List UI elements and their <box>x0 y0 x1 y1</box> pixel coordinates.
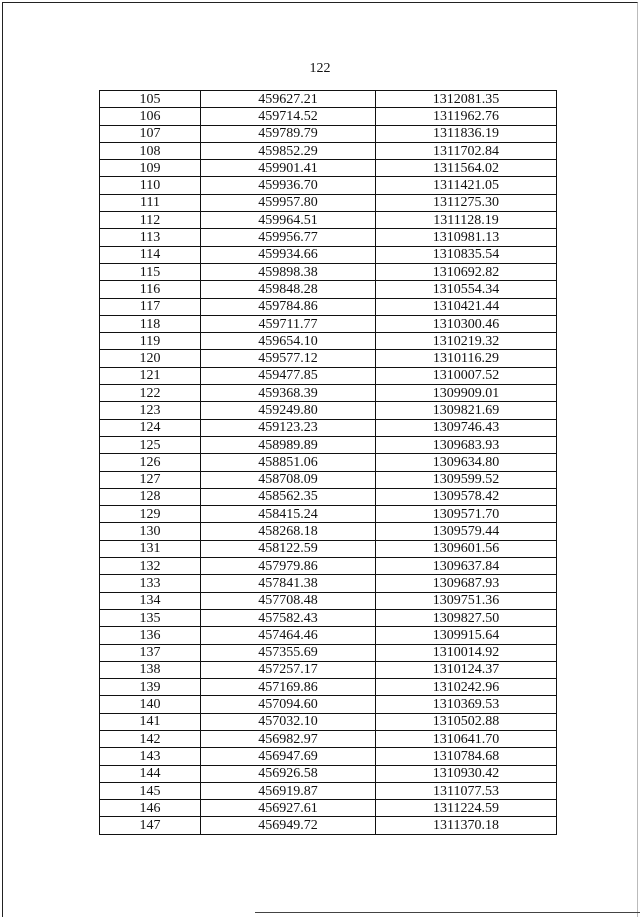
point-number-cell: 117 <box>100 298 201 315</box>
x-coordinate-cell: 457708.48 <box>201 592 376 609</box>
y-coordinate-cell: 1310554.34 <box>376 281 557 298</box>
page-bottom-rule <box>255 912 640 913</box>
table-row <box>100 315 557 332</box>
y-coordinate-cell: 1309909.01 <box>376 385 557 402</box>
x-coordinate-cell: 459956.77 <box>201 229 376 246</box>
point-number-cell: 129 <box>100 506 201 523</box>
x-coordinate-cell: 459784.86 <box>201 298 376 315</box>
x-coordinate-cell: 456927.61 <box>201 800 376 817</box>
x-coordinate-cell: 459249.80 <box>201 402 376 419</box>
coordinates-table-body <box>100 91 557 835</box>
y-coordinate-cell: 1309915.64 <box>376 627 557 644</box>
x-coordinate-cell: 458851.06 <box>201 454 376 471</box>
y-coordinate-cell: 1311564.02 <box>376 160 557 177</box>
x-coordinate-cell: 456926.58 <box>201 765 376 782</box>
x-coordinate-cell: 458989.89 <box>201 436 376 453</box>
y-coordinate-cell: 1309571.70 <box>376 506 557 523</box>
point-number-cell: 141 <box>100 713 201 730</box>
table-row <box>100 263 557 280</box>
y-coordinate-cell: 1310930.42 <box>376 765 557 782</box>
x-coordinate-cell: 457841.38 <box>201 575 376 592</box>
table-row <box>100 91 557 108</box>
table-row <box>100 436 557 453</box>
table-row <box>100 212 557 229</box>
x-coordinate-cell: 457464.46 <box>201 627 376 644</box>
point-number-cell: 142 <box>100 730 201 747</box>
point-number-cell: 131 <box>100 540 201 557</box>
x-coordinate-cell: 459901.41 <box>201 160 376 177</box>
x-coordinate-cell: 456982.97 <box>201 730 376 747</box>
y-coordinate-cell: 1310784.68 <box>376 748 557 765</box>
table-row <box>100 488 557 505</box>
table-row <box>100 765 557 782</box>
point-number-cell: 123 <box>100 402 201 419</box>
x-coordinate-cell: 458268.18 <box>201 523 376 540</box>
y-coordinate-cell: 1311836.19 <box>376 125 557 142</box>
point-number-cell: 119 <box>100 333 201 350</box>
table-row <box>100 229 557 246</box>
point-number-cell: 135 <box>100 609 201 626</box>
y-coordinate-cell: 1310116.29 <box>376 350 557 367</box>
point-number-cell: 130 <box>100 523 201 540</box>
point-number-cell: 110 <box>100 177 201 194</box>
point-number-cell: 114 <box>100 246 201 263</box>
table-row <box>100 125 557 142</box>
x-coordinate-cell: 456947.69 <box>201 748 376 765</box>
table-row <box>100 730 557 747</box>
y-coordinate-cell: 1309601.56 <box>376 540 557 557</box>
x-coordinate-cell: 459123.23 <box>201 419 376 436</box>
table-row <box>100 108 557 125</box>
table-row <box>100 817 557 834</box>
table-row <box>100 419 557 436</box>
x-coordinate-cell: 457355.69 <box>201 644 376 661</box>
table-row <box>100 540 557 557</box>
y-coordinate-cell: 1311702.84 <box>376 142 557 159</box>
table-row <box>100 281 557 298</box>
y-coordinate-cell: 1310219.32 <box>376 333 557 350</box>
y-coordinate-cell: 1309579.44 <box>376 523 557 540</box>
table-row <box>100 160 557 177</box>
y-coordinate-cell: 1310502.88 <box>376 713 557 730</box>
table-row <box>100 627 557 644</box>
y-coordinate-cell: 1310124.37 <box>376 661 557 678</box>
y-coordinate-cell: 1309634.80 <box>376 454 557 471</box>
table-row <box>100 367 557 384</box>
point-number-cell: 106 <box>100 108 201 125</box>
y-coordinate-cell: 1309687.93 <box>376 575 557 592</box>
coordinates-table <box>99 90 557 835</box>
x-coordinate-cell: 459936.70 <box>201 177 376 194</box>
x-coordinate-cell: 459934.66 <box>201 246 376 263</box>
table-row <box>100 194 557 211</box>
x-coordinate-cell: 459477.85 <box>201 367 376 384</box>
x-coordinate-cell: 459368.39 <box>201 385 376 402</box>
table-row <box>100 800 557 817</box>
x-coordinate-cell: 459577.12 <box>201 350 376 367</box>
point-number-cell: 118 <box>100 315 201 332</box>
y-coordinate-cell: 1310014.92 <box>376 644 557 661</box>
y-coordinate-cell: 1311077.53 <box>376 782 557 799</box>
x-coordinate-cell: 459789.79 <box>201 125 376 142</box>
y-coordinate-cell: 1309827.50 <box>376 609 557 626</box>
x-coordinate-cell: 459714.52 <box>201 108 376 125</box>
y-coordinate-cell: 1310300.46 <box>376 315 557 332</box>
y-coordinate-cell: 1312081.35 <box>376 91 557 108</box>
x-coordinate-cell: 457169.86 <box>201 679 376 696</box>
table-row <box>100 592 557 609</box>
point-number-cell: 125 <box>100 436 201 453</box>
point-number-cell: 138 <box>100 661 201 678</box>
x-coordinate-cell: 459957.80 <box>201 194 376 211</box>
table-row <box>100 298 557 315</box>
y-coordinate-cell: 1311128.19 <box>376 212 557 229</box>
y-coordinate-cell: 1309578.42 <box>376 488 557 505</box>
table-row <box>100 679 557 696</box>
y-coordinate-cell: 1310007.52 <box>376 367 557 384</box>
point-number-cell: 121 <box>100 367 201 384</box>
point-number-cell: 107 <box>100 125 201 142</box>
point-number-cell: 127 <box>100 471 201 488</box>
x-coordinate-cell: 457582.43 <box>201 609 376 626</box>
table-row <box>100 696 557 713</box>
point-number-cell: 144 <box>100 765 201 782</box>
y-coordinate-cell: 1310692.82 <box>376 263 557 280</box>
x-coordinate-cell: 458415.24 <box>201 506 376 523</box>
point-number-cell: 115 <box>100 263 201 280</box>
table-row <box>100 713 557 730</box>
y-coordinate-cell: 1310242.96 <box>376 679 557 696</box>
table-row <box>100 523 557 540</box>
point-number-cell: 108 <box>100 142 201 159</box>
table-row <box>100 385 557 402</box>
x-coordinate-cell: 459848.28 <box>201 281 376 298</box>
x-coordinate-cell: 457094.60 <box>201 696 376 713</box>
y-coordinate-cell: 1310835.54 <box>376 246 557 263</box>
table-row <box>100 333 557 350</box>
table-row <box>100 350 557 367</box>
table-row <box>100 471 557 488</box>
y-coordinate-cell: 1311370.18 <box>376 817 557 834</box>
x-coordinate-cell: 458708.09 <box>201 471 376 488</box>
y-coordinate-cell: 1311224.59 <box>376 800 557 817</box>
x-coordinate-cell: 459898.38 <box>201 263 376 280</box>
table-row <box>100 402 557 419</box>
table-row <box>100 246 557 263</box>
point-number-cell: 120 <box>100 350 201 367</box>
y-coordinate-cell: 1309821.69 <box>376 402 557 419</box>
y-coordinate-cell: 1309637.84 <box>376 558 557 575</box>
table-row <box>100 454 557 471</box>
x-coordinate-cell: 459627.21 <box>201 91 376 108</box>
point-number-cell: 109 <box>100 160 201 177</box>
point-number-cell: 137 <box>100 644 201 661</box>
x-coordinate-cell: 458122.59 <box>201 540 376 557</box>
point-number-cell: 132 <box>100 558 201 575</box>
table-row <box>100 177 557 194</box>
point-number-cell: 126 <box>100 454 201 471</box>
point-number-cell: 116 <box>100 281 201 298</box>
y-coordinate-cell: 1311275.30 <box>376 194 557 211</box>
x-coordinate-cell: 459711.77 <box>201 315 376 332</box>
point-number-cell: 112 <box>100 212 201 229</box>
point-number-cell: 124 <box>100 419 201 436</box>
point-number-cell: 133 <box>100 575 201 592</box>
table-row <box>100 661 557 678</box>
y-coordinate-cell: 1311421.05 <box>376 177 557 194</box>
table-row <box>100 558 557 575</box>
table-row <box>100 748 557 765</box>
x-coordinate-cell: 457979.86 <box>201 558 376 575</box>
y-coordinate-cell: 1309683.93 <box>376 436 557 453</box>
point-number-cell: 122 <box>100 385 201 402</box>
x-coordinate-cell: 457032.10 <box>201 713 376 730</box>
table-row <box>100 142 557 159</box>
point-number-cell: 128 <box>100 488 201 505</box>
point-number-cell: 147 <box>100 817 201 834</box>
x-coordinate-cell: 458562.35 <box>201 488 376 505</box>
y-coordinate-cell: 1309599.52 <box>376 471 557 488</box>
point-number-cell: 143 <box>100 748 201 765</box>
x-coordinate-cell: 459964.51 <box>201 212 376 229</box>
y-coordinate-cell: 1309746.43 <box>376 419 557 436</box>
y-coordinate-cell: 1310981.13 <box>376 229 557 246</box>
table-row <box>100 506 557 523</box>
y-coordinate-cell: 1311962.76 <box>376 108 557 125</box>
point-number-cell: 146 <box>100 800 201 817</box>
point-number-cell: 105 <box>100 91 201 108</box>
x-coordinate-cell: 459852.29 <box>201 142 376 159</box>
table-row <box>100 609 557 626</box>
y-coordinate-cell: 1310421.44 <box>376 298 557 315</box>
x-coordinate-cell: 456949.72 <box>201 817 376 834</box>
y-coordinate-cell: 1310369.53 <box>376 696 557 713</box>
point-number-cell: 134 <box>100 592 201 609</box>
point-number-cell: 136 <box>100 627 201 644</box>
x-coordinate-cell: 456919.87 <box>201 782 376 799</box>
x-coordinate-cell: 459654.10 <box>201 333 376 350</box>
table-row <box>100 644 557 661</box>
table-row <box>100 575 557 592</box>
x-coordinate-cell: 457257.17 <box>201 661 376 678</box>
point-number-cell: 111 <box>100 194 201 211</box>
page-number: 122 <box>309 61 331 76</box>
y-coordinate-cell: 1310641.70 <box>376 730 557 747</box>
table-row <box>100 782 557 799</box>
point-number-cell: 113 <box>100 229 201 246</box>
point-number-cell: 139 <box>100 679 201 696</box>
y-coordinate-cell: 1309751.36 <box>376 592 557 609</box>
point-number-cell: 145 <box>100 782 201 799</box>
point-number-cell: 140 <box>100 696 201 713</box>
